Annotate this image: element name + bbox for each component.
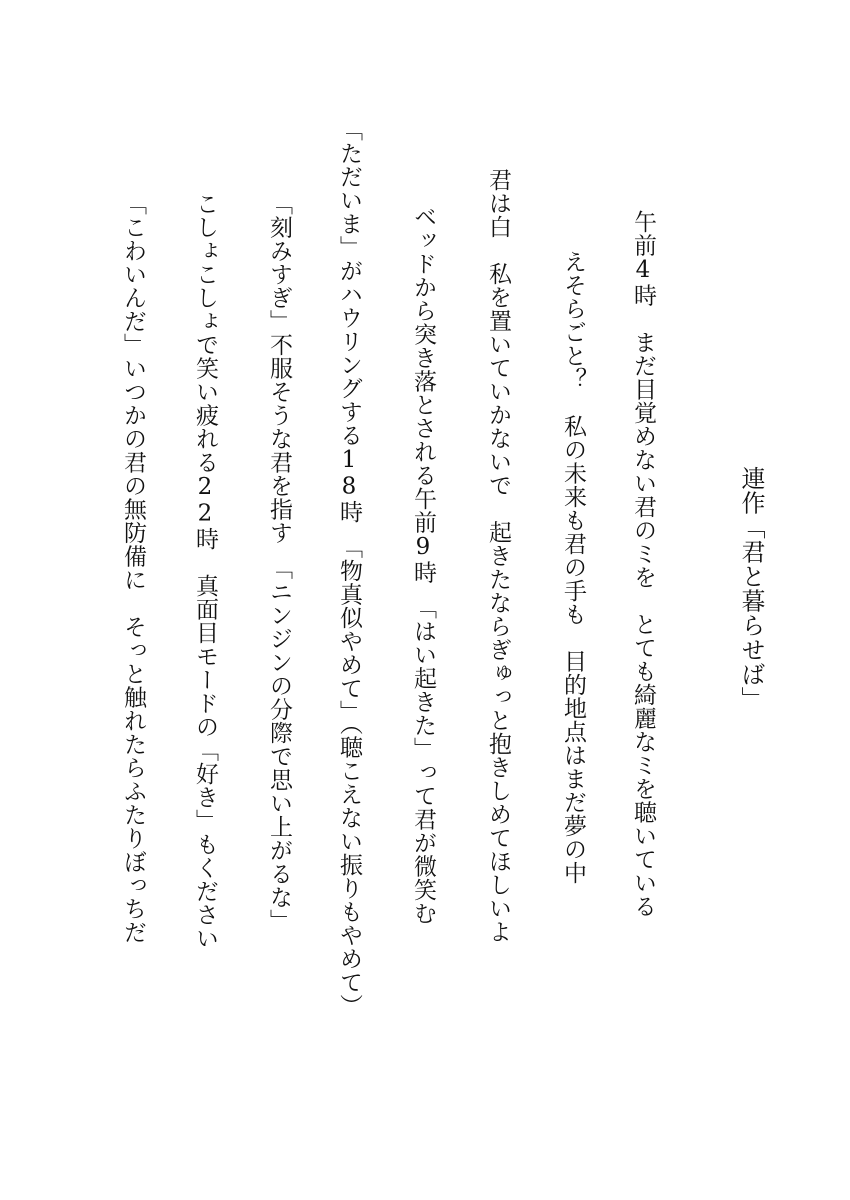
tanka-line-8: 「こわいんだ」いつかの君の無防備に そっと触れたらふたりぼっちだ bbox=[120, 192, 146, 944]
poem-title: 連作「君と暮らせば」 bbox=[737, 466, 765, 711]
tanka-line-7: こしょこしょで笑い疲れる22時 真面目モードの「好き」もください bbox=[192, 192, 218, 950]
tanka-line-3: 君は白 私を置いていかないで 起きたならぎゅっと抱きしめてほしいよ bbox=[485, 168, 511, 944]
tanka-line-1: 午前4時 まだ目覚めない君のミを とても綺麗なミを聴いている bbox=[630, 210, 656, 918]
tanka-line-4: ベッドから突き落とされる午前9時 「はい起きた」って君が微笑む bbox=[410, 205, 436, 925]
tanka-line-2: えそらごと？ 私の未来も君の手も 目的地点はまだ夢の中 bbox=[560, 250, 586, 885]
tanka-line-6: 「刻みすぎ」不服そうな君を指す 「ニンジンの分際で思い上がるな」 bbox=[266, 192, 292, 933]
tanka-line-5: 「ただいま」がハウリングする18時 「物真似やめて」（聴こえない振りもやめて） bbox=[336, 118, 362, 1018]
